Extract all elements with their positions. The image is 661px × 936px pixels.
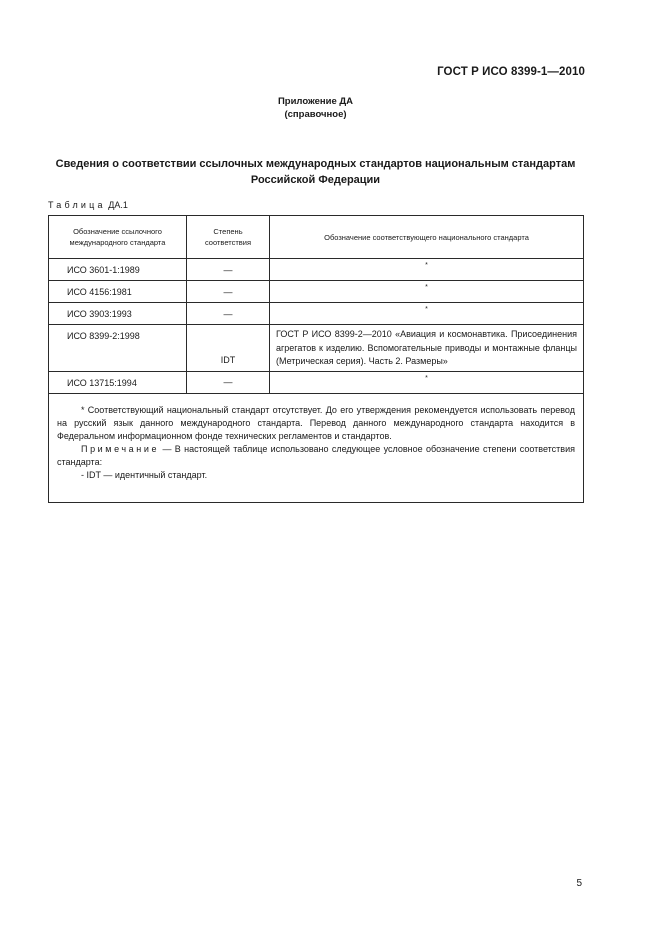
national-cell: * (270, 281, 584, 303)
reference-cell: ИСО 4156:1981 (49, 281, 187, 303)
reference-cell: ИСО 8399-2:1998 (49, 325, 187, 372)
degree-cell: — (187, 303, 270, 325)
reference-cell: ИСО 3903:1993 (49, 303, 187, 325)
table-header-row (49, 216, 584, 259)
table-note-cell (49, 393, 584, 502)
footnote: * Соответствующий национальный стандарт отсутствует. До его утверждения рекомендуется использовать перевод на русский язык данного международного стандарта. Перевод данного международного стандарта находится в Федеральном информационном фонде технических регламентов и стандартов. (57, 404, 575, 441)
annex-type: (справочное) (284, 109, 347, 120)
table-caption-prefix: Таблица (48, 200, 106, 210)
heading-line-1: Сведения о соответствии ссылочных международных стандартов национальным стандартам (55, 158, 576, 170)
national-cell: * (270, 371, 584, 393)
national-cell: ГОСТ Р ИСО 8399-2—2010 «Авиация и космонавтика. Присоединения агрегатов к изделию. Вспомогательные приводы и монтажные фланцы (Метрическая серия). Часть 2. Размеры» (270, 325, 584, 372)
table-note-row (49, 393, 584, 502)
table-row (49, 259, 584, 281)
national-cell: * (270, 303, 584, 325)
annex-title: Приложение ДА (277, 96, 354, 107)
column-header-reference: Обозначение ссылочного международного стандарта (49, 216, 187, 259)
section-heading (48, 156, 583, 188)
degree-cell: — (187, 371, 270, 393)
degree-cell: — (187, 281, 270, 303)
annex-header (0, 95, 631, 121)
national-cell: * (270, 259, 584, 281)
table-row (49, 371, 584, 393)
note-label: Примечание (81, 443, 160, 454)
table-row (49, 303, 584, 325)
page-number: 5 (576, 878, 582, 889)
reference-cell: ИСО 3601-1:1989 (49, 259, 187, 281)
table-caption-number: ДА.1 (108, 200, 128, 210)
note-item: - IDT — идентичный стандарт. (81, 469, 208, 480)
degree-cell: — (187, 259, 270, 281)
degree-cell: IDT (187, 325, 270, 372)
heading-line-2: Российской Федерации (250, 174, 381, 186)
note (57, 443, 575, 469)
table-row (49, 325, 584, 372)
correspondence-table (48, 215, 584, 503)
note-text: — В настоящей таблице использовано следующее условное обозначение степени соответствия стандарта: (57, 443, 575, 467)
table-row (49, 281, 584, 303)
document-id: ГОСТ Р ИСО 8399-1—2010 (437, 66, 585, 78)
reference-cell: ИСО 13715:1994 (49, 371, 187, 393)
column-header-national: Обозначение соответствующего национального стандарта (270, 216, 584, 259)
column-header-degree: Степень соответствия (187, 216, 270, 259)
table-caption (48, 200, 128, 210)
